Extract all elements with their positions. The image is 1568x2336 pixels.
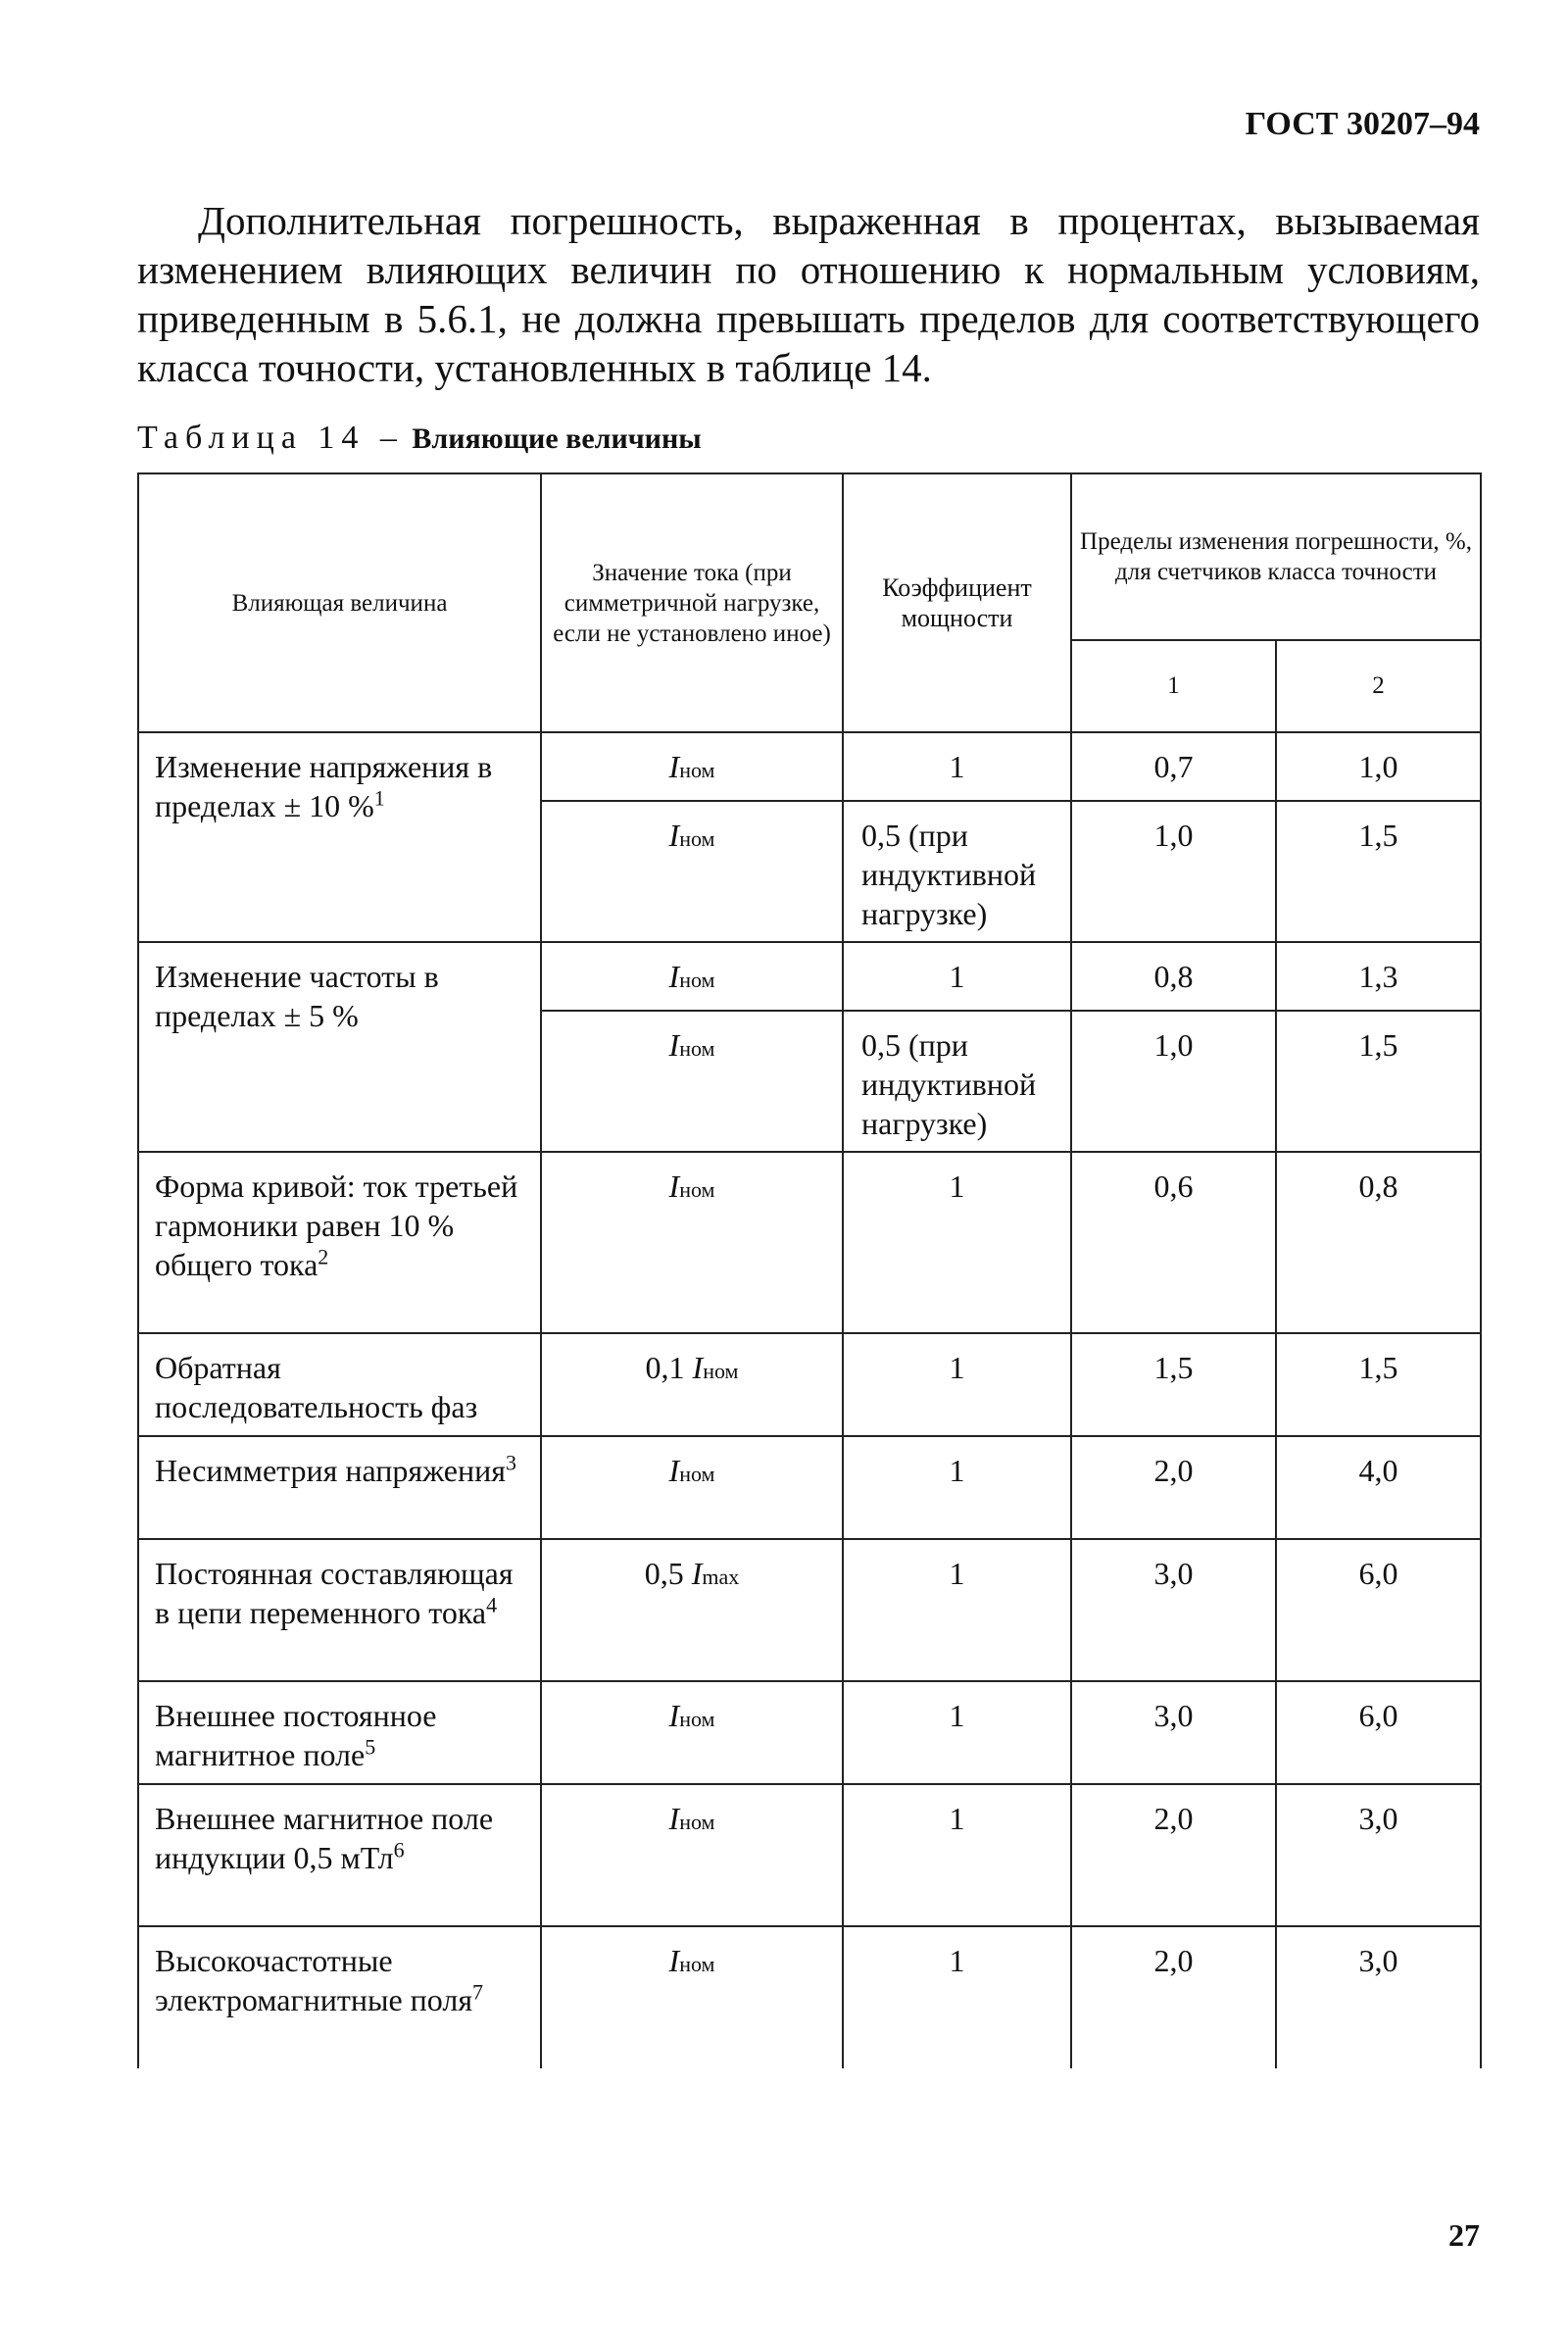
cell-influence-quantity (138, 1436, 541, 1539)
current-symbol: I (692, 1350, 704, 1385)
current-subscript: ном (679, 1177, 715, 1202)
cell-current (541, 1011, 843, 1152)
header-quantity: Влияющая величина (138, 473, 541, 732)
cell-influence-quantity (138, 1333, 541, 1436)
current-symbol: I (668, 1027, 680, 1063)
cell-class-1-limit: 1,0 (1071, 1011, 1276, 1152)
current-subscript: ном (679, 758, 715, 782)
current-symbol: I (668, 1943, 680, 1978)
quantity-text: Внешнее магнитное поле индукции 0,5 мТл (155, 1801, 494, 1875)
current-subscript: ном (679, 1036, 715, 1061)
cell-class-1-limit: 1,5 (1071, 1333, 1276, 1436)
cell-power-factor: 1 (843, 1681, 1071, 1784)
footnote-ref: 2 (318, 1244, 329, 1269)
cell-influence-quantity (138, 1926, 541, 2068)
table-caption (137, 420, 702, 457)
header-power-factor: Коэффициент мощности (843, 473, 1071, 732)
cell-class-1-limit: 0,8 (1071, 942, 1276, 1011)
quantity-text: Обратная последовательность фаз (155, 1350, 478, 1424)
cell-class-2-limit: 1,0 (1276, 732, 1481, 801)
current-subscript: ном (679, 1810, 715, 1834)
table-row (138, 942, 1481, 1011)
cell-power-factor: 1 (843, 1539, 1071, 1681)
quantity-text: Постоянная составляющая в цепи переменного тока (155, 1556, 514, 1630)
cell-class-1-limit: 0,7 (1071, 732, 1276, 801)
current-subscript: ном (703, 1359, 739, 1383)
cell-power-factor: 1 (843, 732, 1071, 801)
current-subscript: max (702, 1565, 740, 1589)
current-subscript: ном (679, 826, 715, 851)
cell-influence-quantity (138, 942, 541, 1152)
cell-class-1-limit: 2,0 (1071, 1436, 1276, 1539)
current-symbol: I (668, 1801, 680, 1836)
table-row (138, 1681, 1481, 1784)
table-row (138, 1784, 1481, 1926)
cell-class-1-limit: 0,6 (1071, 1152, 1276, 1333)
cell-current (541, 942, 843, 1011)
table-body (138, 732, 1481, 2068)
document-id: ГОСТ 30207–94 (1245, 106, 1480, 142)
table-caption-title: Влияющие величины (412, 422, 702, 455)
cell-class-2-limit: 0,8 (1276, 1152, 1481, 1333)
quantity-text: Изменение напряжения в пределах ± 10 % (155, 749, 493, 823)
cell-power-factor: 1 (843, 942, 1071, 1011)
current-symbol: I (668, 959, 680, 994)
cell-class-1-limit: 3,0 (1071, 1681, 1276, 1784)
intro-paragraph (137, 196, 1480, 392)
influence-quantities-table (137, 472, 1482, 2068)
cell-class-1-limit: 3,0 (1071, 1539, 1276, 1681)
cell-class-2-limit: 4,0 (1276, 1436, 1481, 1539)
cell-power-factor: 1 (843, 1784, 1071, 1926)
current-subscript: ном (679, 1707, 715, 1731)
cell-current (541, 1926, 843, 2068)
footnote-ref: 7 (472, 1979, 484, 2005)
cell-class-2-limit: 6,0 (1276, 1681, 1481, 1784)
cell-class-2-limit: 3,0 (1276, 1926, 1481, 2068)
cell-class-2-limit: 1,3 (1276, 942, 1481, 1011)
quantity-text: Высокочастотные электромагнитные поля (155, 1943, 473, 2017)
current-multiplier: 0,5 (644, 1556, 684, 1591)
header-class-1: 1 (1071, 640, 1276, 732)
table-caption-label: Таблица 14 – (137, 420, 404, 456)
quantity-text: Внешнее постоянное магнитное поле (155, 1698, 437, 1772)
current-symbol: I (668, 818, 680, 853)
table-row (138, 1539, 1481, 1681)
cell-current (541, 1152, 843, 1333)
current-symbol: I (668, 749, 680, 784)
cell-influence-quantity (138, 1784, 541, 1926)
table-row (138, 1152, 1481, 1333)
cell-power-factor: 0,5 (при индуктивной нагрузке) (843, 1011, 1071, 1152)
current-multiplier: 0,1 (645, 1350, 685, 1385)
intro-text: Дополнительная погрешность, выраженная в процентах, вызываемая изменением влияющих величин по отношению к нормальным условиям, приведенным в 5.6.1, не должна превышать пределов для соответствующего класса точности, установленных в таблице 14. (137, 198, 1480, 390)
current-symbol: I (668, 1453, 680, 1488)
cell-power-factor: 1 (843, 1152, 1071, 1333)
quantity-text: Форма кривой: ток третьей гармоники равен 10 % общего тока (155, 1168, 518, 1282)
quantity-text: Несимметрия напряжения (155, 1453, 506, 1488)
cell-current (541, 1539, 843, 1681)
current-symbol: I (668, 1168, 680, 1204)
page-number: 27 (1448, 2217, 1480, 2253)
table-row (138, 1926, 1481, 2068)
cell-power-factor: 0,5 (при индуктивной нагрузке) (843, 801, 1071, 942)
footnote-ref: 3 (505, 1450, 516, 1475)
current-subscript: ном (679, 1462, 715, 1486)
footnote-ref: 4 (486, 1592, 498, 1617)
footnote-ref: 6 (393, 1837, 405, 1863)
cell-current (541, 732, 843, 801)
cell-class-2-limit: 1,5 (1276, 801, 1481, 942)
header-class-2: 2 (1276, 640, 1481, 732)
cell-current (541, 1333, 843, 1436)
cell-current (541, 1436, 843, 1539)
cell-class-2-limit: 1,5 (1276, 1011, 1481, 1152)
quantity-text: Изменение частоты в пределах ± 5 % (155, 959, 439, 1033)
cell-class-2-limit: 6,0 (1276, 1539, 1481, 1681)
cell-influence-quantity (138, 732, 541, 942)
cell-class-1-limit: 2,0 (1071, 1784, 1276, 1926)
cell-power-factor: 1 (843, 1436, 1071, 1539)
cell-influence-quantity (138, 1681, 541, 1784)
header-error-limits: Пределы изменения погрешности, %, для счетчиков класса точности (1071, 473, 1481, 640)
cell-class-1-limit: 2,0 (1071, 1926, 1276, 2068)
cell-power-factor: 1 (843, 1333, 1071, 1436)
footnote-ref: 5 (365, 1734, 376, 1760)
current-symbol: I (691, 1556, 703, 1591)
cell-class-2-limit: 3,0 (1276, 1784, 1481, 1926)
header-current: Значение тока (при симметричной нагрузке, если не установлено иное) (541, 473, 843, 732)
cell-current (541, 1681, 843, 1784)
table-row (138, 732, 1481, 801)
cell-influence-quantity (138, 1539, 541, 1681)
cell-current (541, 1784, 843, 1926)
current-subscript: ном (679, 1952, 715, 1976)
current-subscript: ном (679, 968, 715, 992)
cell-class-2-limit: 1,5 (1276, 1333, 1481, 1436)
cell-influence-quantity (138, 1152, 541, 1333)
table-row (138, 1333, 1481, 1436)
cell-current (541, 801, 843, 942)
cell-power-factor: 1 (843, 1926, 1071, 2068)
current-symbol: I (668, 1698, 680, 1733)
table-row (138, 1436, 1481, 1539)
cell-class-1-limit: 1,0 (1071, 801, 1276, 942)
footnote-ref: 1 (373, 785, 385, 811)
